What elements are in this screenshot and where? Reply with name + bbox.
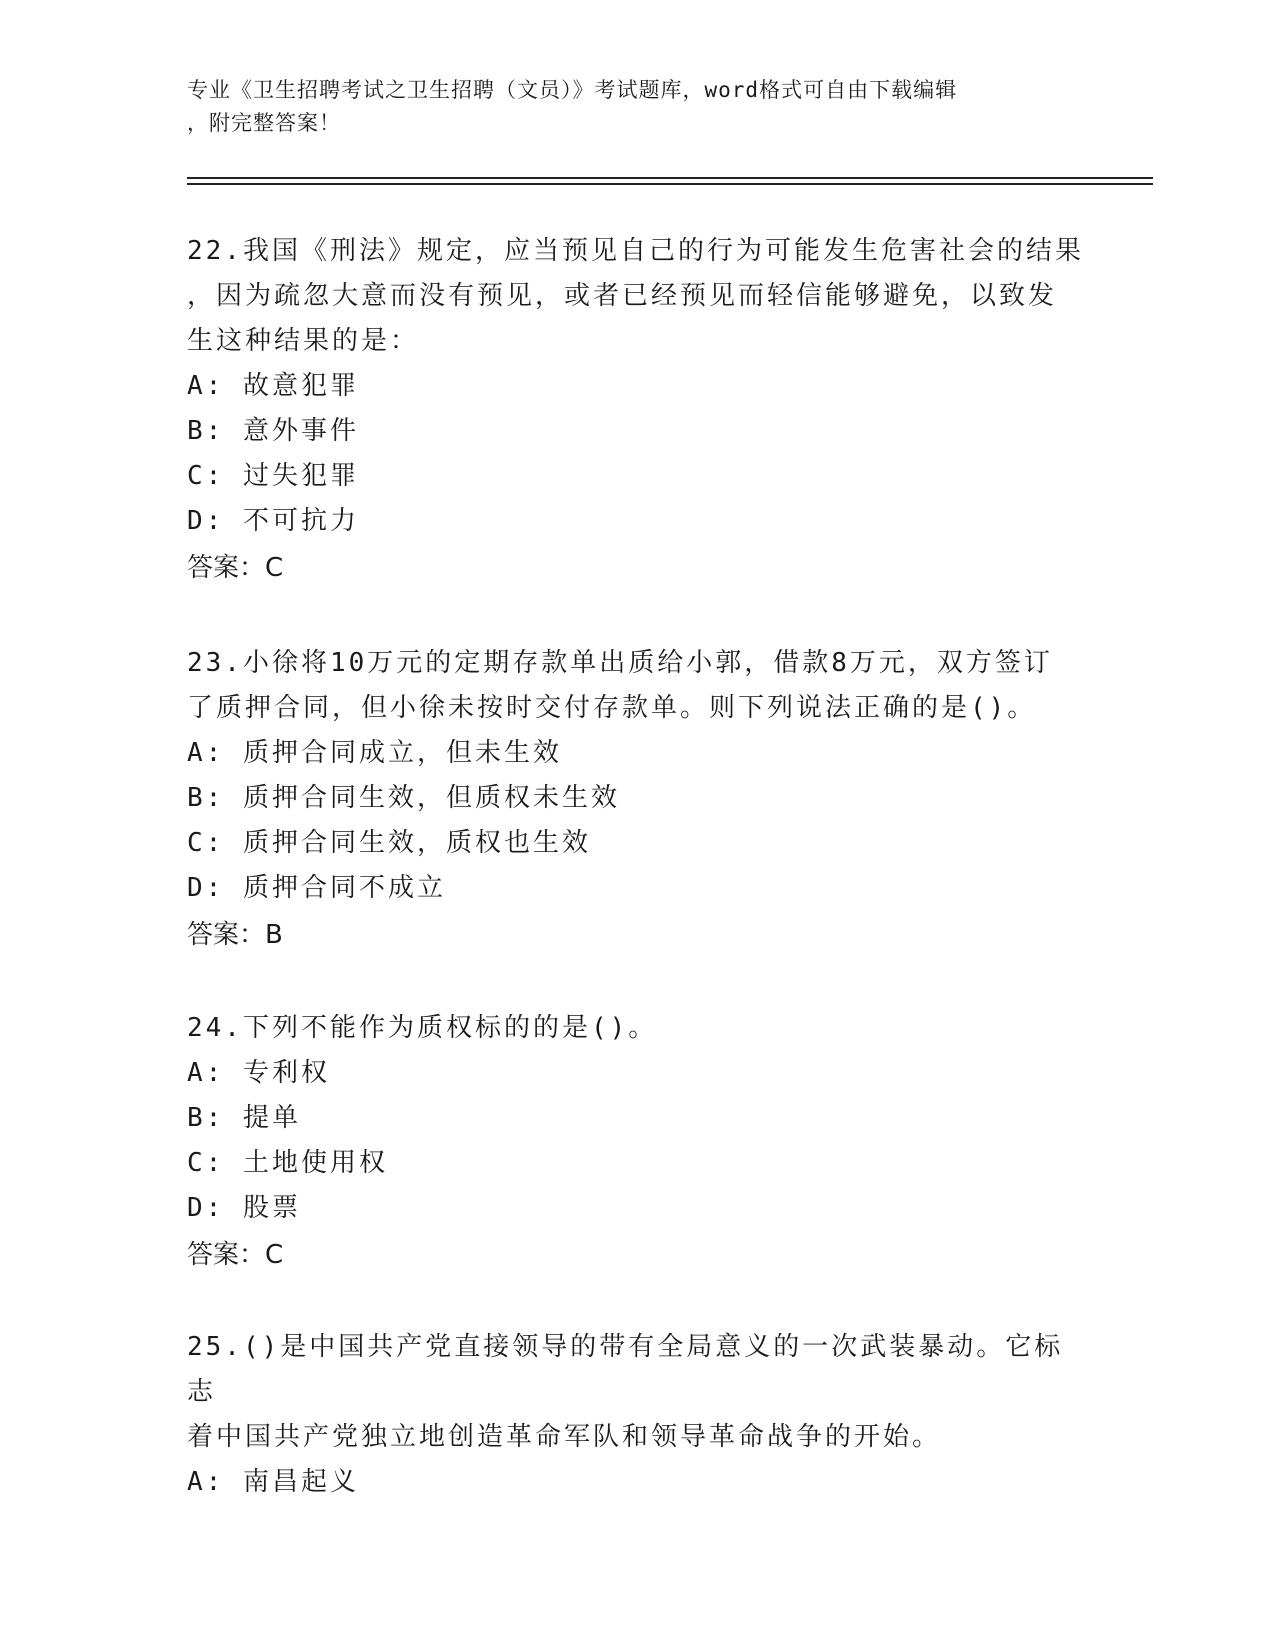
answer-label: 答案：C [187,553,284,583]
answer-label: 答案：B [187,920,283,950]
question-stem-line: ，因为疏忽大意而没有预见，或者已经预见而轻信能够避免，以致发 [187,281,1058,311]
option-d: D: 不可抗力 [187,506,359,536]
question-stem-line: 25.()是中国共产党直接领导的带有全局意义的一次武装暴动。它标志 [187,1332,1064,1407]
question-stem-line: 23.小徐将10万元的定期存款单出质给小郭，借款8万元，双方签订 [187,648,1053,678]
option-c: C: 过失犯罪 [187,461,359,491]
question-23 [187,641,1087,959]
question-stem-line: 了质押合同，但小徐未按时交付存款单。则下列说法正确的是()。 [187,693,1037,723]
document-header [187,74,1067,140]
answer-label: 答案：C [187,1240,284,1270]
option-d: D: 股票 [187,1193,301,1223]
header-divider-top [187,177,1153,179]
question-25 [187,1325,1087,1505]
option-c: C: 质押合同生效，质权也生效 [187,828,591,858]
option-a: A: 质押合同成立，但未生效 [187,738,562,768]
option-a: A: 南昌起义 [187,1467,359,1497]
question-stem-line: 22.我国《刑法》规定，应当预见自己的行为可能发生危害社会的结果 [187,236,1084,266]
option-c: C: 土地使用权 [187,1148,388,1178]
option-d: D: 质押合同不成立 [187,873,446,903]
question-stem-line: 着中国共产党独立地创造革命军队和领导革命战争的开始。 [187,1422,942,1452]
option-b: B: 意外事件 [187,416,359,446]
question-stem-line: 24.下列不能作为质权标的的是()。 [187,1013,658,1043]
option-b: B: 提单 [187,1103,301,1133]
header-divider-bottom [187,183,1153,185]
question-24 [187,1006,1087,1279]
header-line-2: ，附完整答案！ [187,111,341,135]
option-a: A: 故意犯罪 [187,371,359,401]
option-a: A: 专利权 [187,1058,330,1088]
question-stem-line: 生这种结果的是： [187,326,420,356]
header-line-1: 专业《卫生招聘考试之卫生招聘（文员）》考试题库，word格式可自由下载编辑 [187,78,958,102]
question-22 [187,229,1087,592]
option-b: B: 质押合同生效，但质权未生效 [187,783,620,813]
